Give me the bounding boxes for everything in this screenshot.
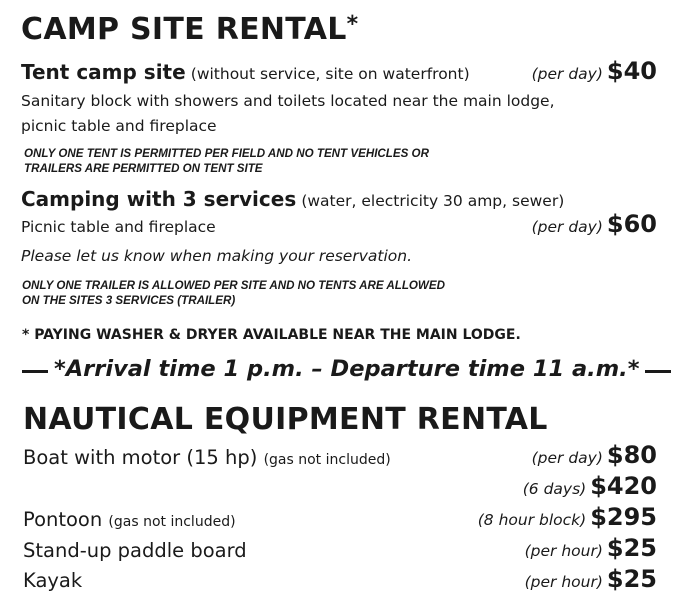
tent-site-note — [24, 146, 429, 176]
arrival-departure-banner — [16, 356, 677, 382]
pontoon-detail: (gas not included) — [108, 514, 236, 530]
paddle-board-amount: $25 — [606, 534, 657, 562]
camp-site-rental-title — [21, 12, 358, 47]
tent-site-name: Tent camp site — [21, 60, 186, 84]
services-site-price — [532, 210, 657, 238]
services-site-amount: $60 — [606, 210, 657, 238]
services-site-heading — [21, 187, 564, 211]
laundry-notice: * PAYING WASHER & DRYER AVAILABLE NEAR THE MAIN LODGE. — [22, 327, 521, 343]
services-site-detail: (water, electricity 30 amp, sewer) — [301, 192, 565, 210]
camp-title-asterisk: * — [346, 12, 359, 37]
services-site-note-line2: ON THE SITES 3 SERVICES (TRAILER) — [22, 294, 236, 307]
kayak-amount: $25 — [606, 565, 657, 593]
right-rule — [645, 370, 671, 373]
tent-site-note-line1: ONLY ONE TENT IS PERMITTED PER FIELD AND NO TENT VEHICLES OR — [24, 147, 429, 160]
kayak-unit: (per hour) — [524, 573, 603, 591]
tent-site-detail: (without service, site on waterfront) — [190, 65, 470, 83]
tent-site-line2: picnic table and fireplace — [21, 117, 217, 135]
services-site-note-line1: ONLY ONE TRAILER IS ALLOWED PER SITE AND NO TENTS ARE ALLOWED — [22, 279, 445, 292]
reservation-note: Please let us know when making your reservation. — [21, 247, 413, 265]
kayak-item: Kayak — [23, 569, 83, 592]
camp-title-text: CAMP SITE RENTAL — [21, 12, 347, 47]
services-site-line1: Picnic table and fireplace — [21, 218, 216, 236]
paddle-board-price — [525, 534, 657, 562]
paddle-board-item: Stand-up paddle board — [23, 539, 247, 562]
boat-amount-week: $420 — [590, 472, 657, 500]
boat-price-week — [523, 472, 657, 500]
tent-site-line1: Sanitary block with showers and toilets located near the main lodge, — [21, 92, 555, 110]
boat-item — [23, 446, 391, 469]
boat-amount-day: $80 — [606, 441, 657, 469]
tent-site-heading — [21, 60, 470, 84]
kayak-price — [525, 565, 657, 593]
tent-site-unit: (per day) — [531, 65, 603, 83]
boat-detail: (gas not included) — [263, 452, 391, 468]
tent-site-amount: $40 — [606, 57, 657, 85]
boat-price-day — [532, 441, 657, 469]
pontoon-price — [478, 503, 657, 531]
nautical-rental-title: NAUTICAL EQUIPMENT RENTAL — [23, 402, 548, 437]
pontoon-amount: $295 — [590, 503, 657, 531]
tent-site-price — [532, 57, 657, 85]
pontoon-name: Pontoon — [23, 508, 103, 531]
pontoon-item — [23, 508, 236, 531]
boat-unit-week: (6 days) — [522, 480, 587, 498]
left-rule — [22, 370, 48, 373]
pontoon-unit: (8 hour block) — [477, 511, 587, 529]
tent-site-note-line2: TRAILERS ARE PERMITTED ON TENT SITE — [24, 162, 263, 175]
arrival-departure-text: *Arrival time 1 p.m. – Departure time 11 a.m.* — [54, 356, 640, 382]
boat-unit-day: (per day) — [531, 449, 603, 467]
services-site-unit: (per day) — [531, 218, 603, 236]
services-site-name: Camping with 3 services — [21, 187, 297, 211]
services-site-note — [22, 278, 445, 308]
boat-name: Boat with motor (15 hp) — [23, 446, 258, 469]
paddle-board-unit: (per hour) — [524, 542, 603, 560]
